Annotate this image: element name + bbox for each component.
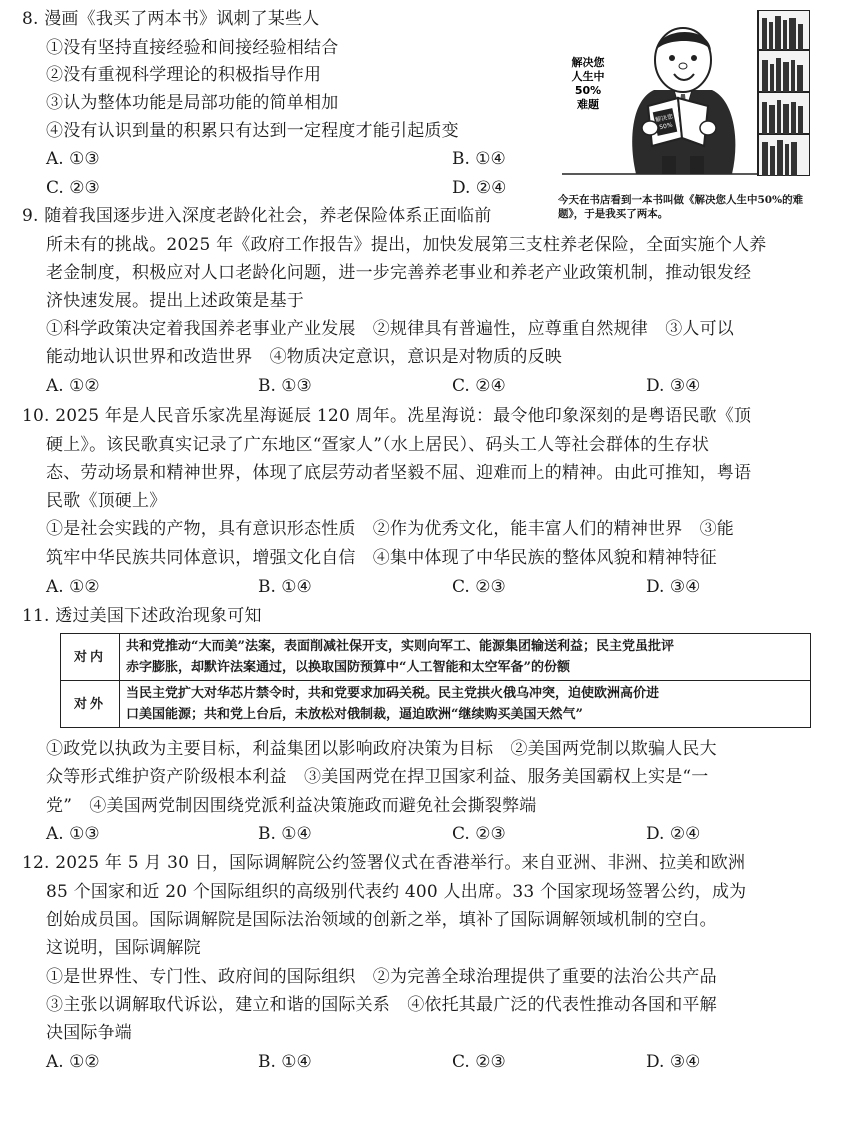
q11-table-foreign-line-1: 当民主党扩大对华芯片禁令时，共和党要求加码关税。民主党拱火俄乌冲突，迫使欧洲高价进 [126,686,660,701]
q11-stem: 11. 透过美国下述政治现象可知 [22,606,262,626]
q10-option-c: C. ②③ [452,577,506,597]
q10-line-2: 硬上》。该民歌真实记录了广东地区“疍家人”（水上居民）、码头工人等社会群体的生存状 [46,435,710,455]
q11-table-row-domestic [61,634,811,681]
q11-line-1: ①政党以执政为主要目标，利益集团以影响政府决策为目标 ②美国两党制以欺骗人民大 [46,739,717,759]
q9-line-1: 9. 随着我国逐步进入深度老龄化社会，养老保险体系正面临前 [22,206,492,226]
q8-item-3: ③认为整体功能是局部功能的简单相加 [46,93,339,113]
q10-line-1: 10. 2025 年是人民音乐家冼星海诞辰 120 周年。冼星海说：最令他印象深刻的是粤语民歌《顶 [22,406,752,426]
bubble-line-4: 难题 [577,98,599,111]
q10-option-b: B. ①④ [258,577,312,597]
q9-line-5: ①科学政策决定着我国养老事业产业发展 ②规律具有普遍性，应尊重自然规律 ③人可以 [46,319,734,339]
bubble-line-3: 50% [574,84,602,97]
book-cover-line-2: 50% [658,121,674,132]
q10-option-d: D. ③④ [646,577,701,597]
q12-line-5: ①是世界性、专门性、政府间的国际组织 ②为完善全球治理提供了重要的法治公共产品 [46,967,717,987]
q12-line-1: 12. 2025 年 5 月 30 日，国际调解院公约签署仪式在香港举行。来自亚洲、非洲、拉美和欧洲 [22,853,746,873]
cartoon-caption: 今天在书店看到一本书叫做《解决您人生中50%的难题》，于是我买了两本。 [558,194,804,220]
bubble-line-2: 人生中 [571,70,605,83]
q12-option-d: D. ③④ [646,1052,701,1072]
q11-option-d: D. ②④ [646,824,701,844]
q8-stem: 8. 漫画《我买了两本书》讽刺了某些人 [22,9,320,29]
q11-table [60,633,811,728]
q12-option-c: C. ②③ [452,1052,506,1072]
q9-option-d: D. ③④ [646,376,701,396]
book-cover-line-1: 解决您 [654,113,674,124]
cartoon-illustration [562,10,810,176]
q11-table-domestic-line-2: 赤字膨胀，却默许法案通过，以换取国防预算中“人工智能和太空军备”的份额 [126,660,570,675]
q8-option-b: B. ①④ [452,149,506,169]
q9-line-3: 老金制度，积极应对人口老龄化问题，进一步完善养老事业和养老产业政策机制，推动银发经 [46,263,752,283]
q11-table-domestic-line-1: 共和党推动“大而美”法案，表面削减社保开支，实则向军工、能源集团输送利益；民主党虽批评 [126,639,674,654]
q11-line-2: 众等形式维护资产阶级根本利益 ③美国两党在捍卫国家利益、服务美国霸权上实是“一 [46,767,709,787]
q11-table-row-foreign [61,681,811,728]
q12-line-3: 创始成员国。国际调解院是国际法治领域的创新之举，填补了国际调解领域机制的空白。 [46,910,717,930]
q12-line-2: 85 个国家和近 20 个国际组织的高级别代表约 400 人出席。33 个国家现场签署公约，成为 [46,882,747,902]
q9-line-6: 能动地认识世界和改造世界 ④物质决定意识，意识是对物质的反映 [46,347,562,367]
q12-option-b: B. ①④ [258,1052,312,1072]
q8-item-4: ④没有认识到量的积累只有达到一定程度才能引起质变 [46,121,459,141]
q12-line-4: 这说明，国际调解院 [46,938,201,958]
q10-option-a: A. ①② [46,577,100,597]
q12-line-6: ③主张以调解取代诉讼，建立和谐的国际关系 ④依托其最广泛的代表性推动各国和平解 [46,995,717,1015]
q8-option-a: A. ①③ [46,149,100,169]
q11-option-c: C. ②③ [452,824,506,844]
q8-option-c: C. ②③ [46,178,100,198]
q9-line-2: 所未有的挑战。2025 年《政府工作报告》提出，加快发展第三支柱养老保险，全面实施个人养 [46,235,767,255]
q11-table-cell-foreign [120,681,811,728]
q8-item-1: ①没有坚持直接经验和间接经验相结合 [46,38,339,58]
q11-table-cell-domestic [120,634,811,681]
q11-line-3: 党” ④美国两党制因围绕党派利益决策施政而避免社会撕裂弊端 [46,796,537,816]
q11-table-head-foreign: 对外 [61,681,120,728]
q8-option-d: D. ②④ [452,178,507,198]
q10-line-3: 态、劳动场景和精神世界，体现了底层劳动者坚毅不屈、迎难而上的精神。由此可推知，粤语 [46,463,752,483]
q12-option-a: A. ①② [46,1052,100,1072]
q11-table-head-domestic: 对内 [61,634,120,681]
bubble-line-1: 解决您 [571,56,605,69]
cartoon-drawing [562,10,810,176]
q11-option-b: B. ①④ [258,824,312,844]
q9-line-4: 济快速发展。提出上述政策是基于 [46,291,304,311]
q9-option-b: B. ①③ [258,376,312,396]
q9-option-c: C. ②④ [452,376,506,396]
q10-line-4: 民歌《顶硬上》 [46,491,167,511]
q10-line-5: ①是社会实践的产物，具有意识形态性质 ②作为优秀文化，能丰富人们的精神世界 ③能 [46,519,734,539]
q9-option-a: A. ①② [46,376,100,396]
q8-item-2: ②没有重视科学理论的积极指导作用 [46,65,322,85]
q10-line-6: 筑牢中华民族共同体意识，增强文化自信 ④集中体现了中华民族的整体风貌和精神特征 [46,548,717,568]
q11-table-foreign-line-2: 口美国能源；共和党上台后，未放松对俄制裁，逼迫欧洲“继续购买美国天然气” [126,707,583,722]
q12-line-7: 决国际争端 [46,1023,132,1043]
q11-option-a: A. ①③ [46,824,100,844]
